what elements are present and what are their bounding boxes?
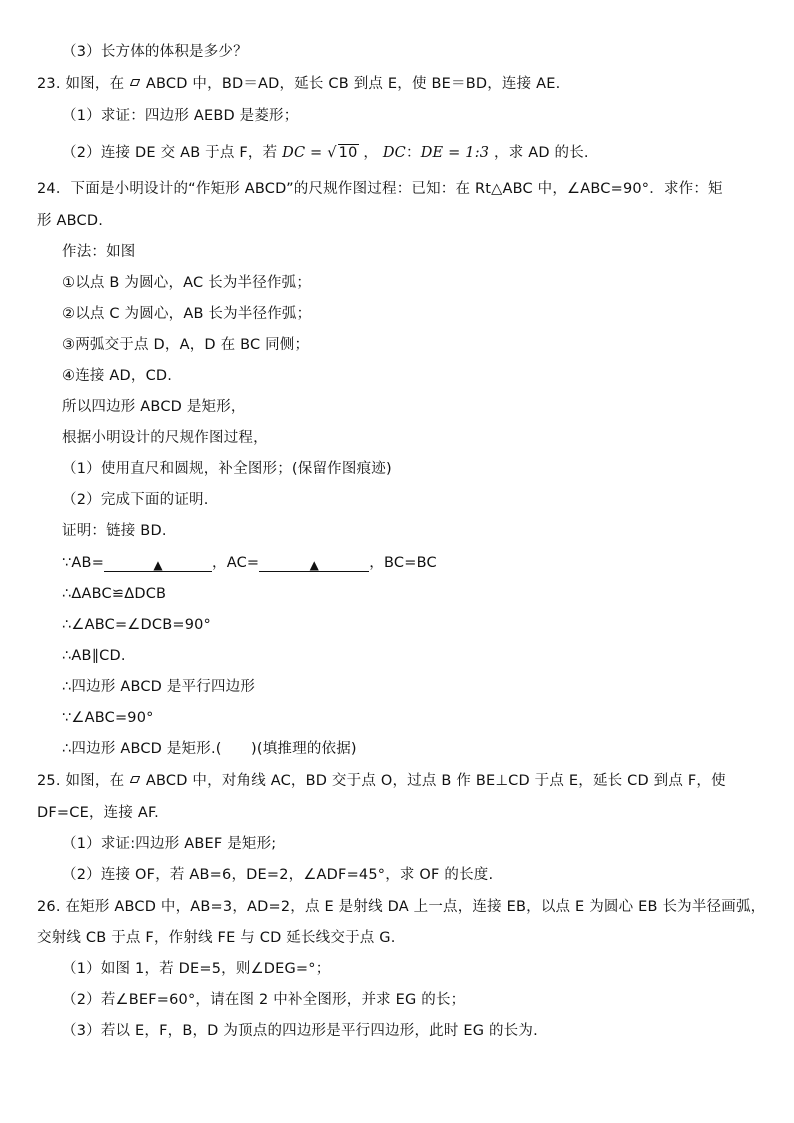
math-equals: = <box>305 145 328 161</box>
math-dc-2: DC <box>382 145 406 161</box>
q25-stem <box>37 771 726 791</box>
q25-part1: （1）求证:四边形 ABEF 是矩形; <box>62 836 277 852</box>
q23-part2-text-c: ，求 AD 的长. <box>494 145 589 161</box>
sqrt-expression: √ 10 <box>327 145 358 161</box>
q26-stem-cont: 交射线 CB 于点 F，作射线 FE 与 CD 延长线交于点 G. <box>37 930 396 946</box>
q24-conclusion: 所以四边形 ABCD 是矩形， <box>62 399 246 415</box>
q24-part1: （1）使用直尺和圆规，补全图形；(保留作图痕迹) <box>62 461 392 477</box>
q24-step2: ②以点 C 为圆心，AB 长为半径作弧； <box>62 306 312 322</box>
q24-step1: ①以点 B 为圆心，AC 长为半径作弧； <box>62 275 312 291</box>
q23-number: 23. 如图，在 <box>37 76 125 92</box>
q26-part2: （2）若∠BEF=60°，请在图 2 中补全图形，并求 EG 的长； <box>62 992 466 1008</box>
q24-proof-parallelogram: ∴四边形 ABCD 是平行四边形 <box>62 679 256 695</box>
q24-stem-cont: 形 ABCD. <box>37 213 104 229</box>
q26-stem: 26. 在矩形 ABCD 中，AB=3，AD=2，点 E 是射线 DA 上一点，连接 EB，以点 E 为圆心 EB 长为半径画弧， <box>37 899 766 915</box>
proof-ab-label: ∵AB= <box>62 555 105 571</box>
math-colon: ： <box>405 145 421 161</box>
triangle-marker-icon: ▲ <box>153 558 163 572</box>
math-dc: DC <box>282 145 306 161</box>
q25-stem-cont: DF=CE，连接 AF. <box>37 805 159 821</box>
q23-part2-text-a: （2）连接 DE 交 AB 于点 F，若 <box>62 145 278 161</box>
q25-text: ABCD 中，对角线 AC，BD 交于点 O，过点 B 作 BE⊥CD 于点 E，延长 CD 到点 F，使 <box>145 773 726 789</box>
q25-number: 25. 如图，在 <box>37 773 125 789</box>
q24-proof-start: 证明：链接 BD. <box>62 523 167 539</box>
q24-proof-fill-line <box>62 553 437 573</box>
q23-part1: （1）求证：四边形 AEBD 是菱形； <box>62 108 299 124</box>
q24-proof-angle: ∴∠ABC=∠DCB=90° <box>62 617 211 633</box>
parallelogram-icon <box>130 79 140 86</box>
math-ratio: = 1:3 <box>443 145 490 161</box>
q24-stem: 24．下面是小明设计的“作矩形 ABCD”的尺规作图过程：已知：在 Rt△ABC 中，∠ABC=90°．求作：矩 <box>37 181 723 197</box>
q23-stem <box>37 74 560 94</box>
q24-intro: 根据小明设计的尺规作图过程， <box>62 430 268 446</box>
parallelogram-icon <box>130 776 140 783</box>
math-de: DE <box>420 145 444 161</box>
q23-part2-comma: ， <box>363 145 379 161</box>
q24-method-title: 作法：如图 <box>62 244 136 260</box>
triangle-marker-icon: ▲ <box>309 558 320 572</box>
q26-part1: （1）如图 1，若 DE=5，则∠DEG=°； <box>62 961 331 977</box>
q24-proof-rectangle: ∴四边形 ABCD 是矩形.( )(填推理的依据) <box>62 741 357 757</box>
q23-part2 <box>62 143 589 163</box>
q24-part2: （2）完成下面的证明. <box>62 492 209 508</box>
ac-answer-blank[interactable] <box>259 555 369 572</box>
q24-step4: ④连接 AD，CD. <box>62 368 173 384</box>
q24-proof-right-angle: ∵∠ABC=90° <box>62 710 154 726</box>
q26-part3: （3）若以 E，F，B，D 为顶点的四边形是平行四边形，此时 EG 的长为. <box>62 1023 538 1039</box>
q25-part2: （2）连接 OF，若 AB=6，DE=2，∠ADF=45°，求 OF 的长度. <box>62 867 494 883</box>
q24-proof-parallel: ∴AB∥CD. <box>62 648 126 664</box>
proof-ac-label: ，AC= <box>212 555 260 571</box>
proof-bc-text: ，BC=BC <box>369 555 437 571</box>
q23-text: ABCD 中，BD＝AD，延长 CB 到点 E，使 BE＝BD，连接 AE. <box>145 76 561 92</box>
q22-part3: （3）长方体的体积是多少？ <box>62 44 248 60</box>
q24-step3: ③两弧交于点 D，A，D 在 BC 同侧； <box>62 337 310 353</box>
sqrt-radicand: 10 <box>338 145 358 161</box>
q24-proof-congruent: ∴ΔABC≌ΔDCB <box>62 586 167 602</box>
ab-answer-blank[interactable] <box>104 555 212 572</box>
